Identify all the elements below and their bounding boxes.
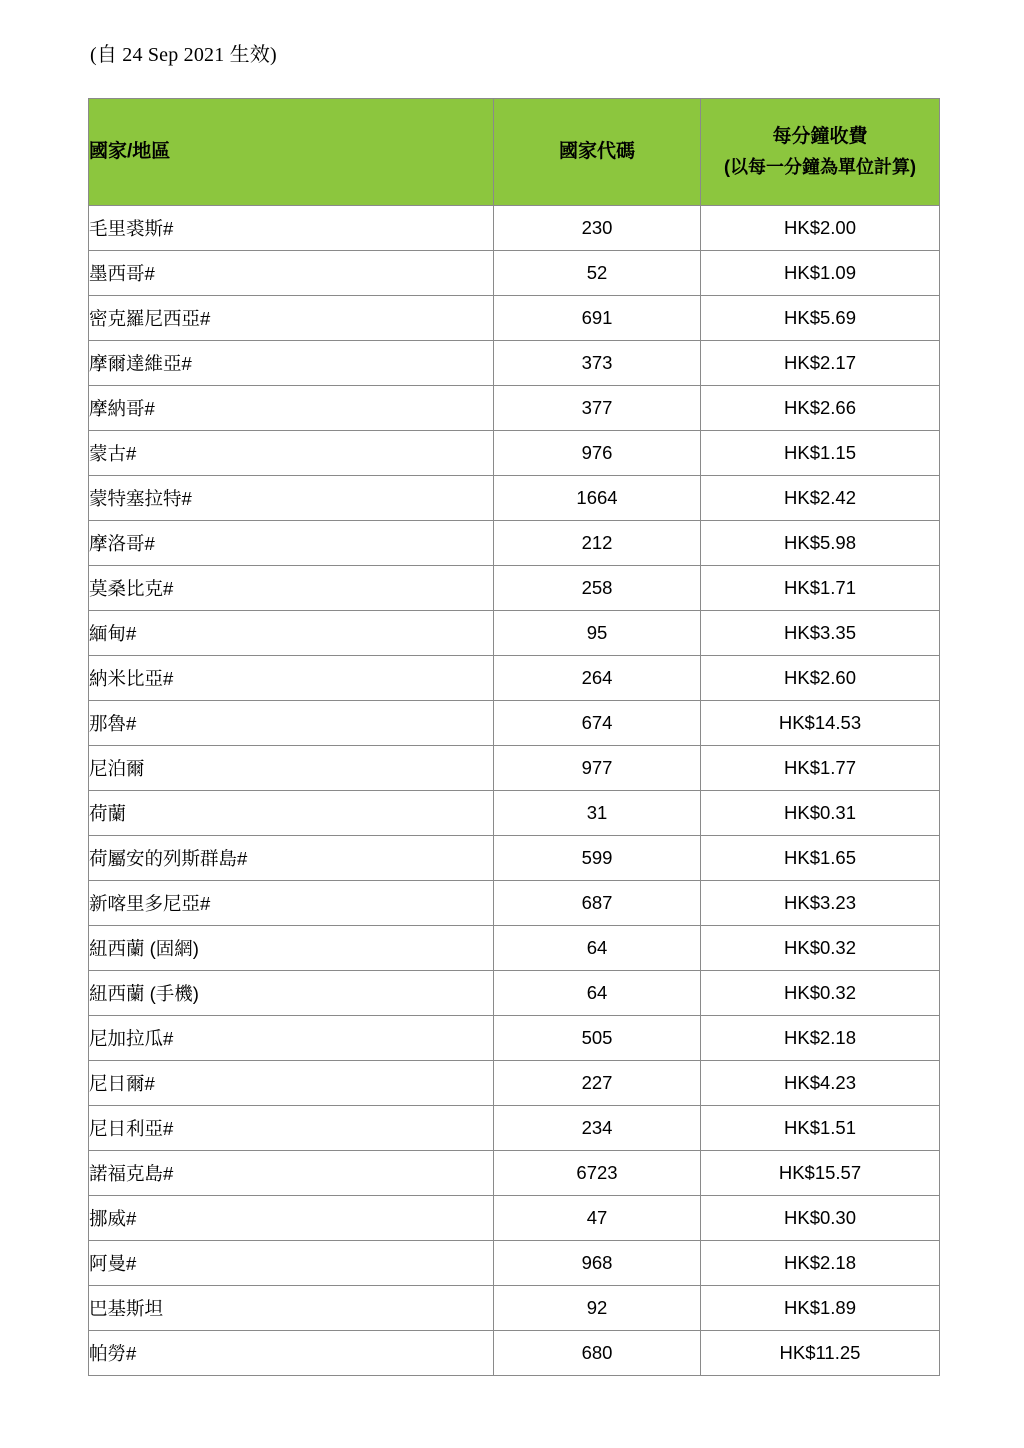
cell-country: 紐西蘭 (固網) <box>89 926 494 971</box>
cell-country-code: 92 <box>494 1286 701 1331</box>
effective-date-note: (自 24 Sep 2021 生效) <box>90 44 277 66</box>
table-header-row <box>89 99 940 206</box>
cell-country: 挪威# <box>89 1196 494 1241</box>
table-row <box>89 926 940 971</box>
cell-per-minute-rate: HK$2.18 <box>701 1241 940 1286</box>
cell-country: 莫桑比克# <box>89 566 494 611</box>
column-header-country-code: 國家代碼 <box>494 99 701 206</box>
cell-per-minute-rate: HK$15.57 <box>701 1151 940 1196</box>
table-row <box>89 521 940 566</box>
cell-country-code: 64 <box>494 971 701 1016</box>
cell-country: 摩納哥# <box>89 386 494 431</box>
cell-country: 毛里裘斯# <box>89 206 494 251</box>
cell-country-code: 212 <box>494 521 701 566</box>
cell-per-minute-rate: HK$1.77 <box>701 746 940 791</box>
table-row <box>89 1016 940 1061</box>
table-row <box>89 476 940 521</box>
cell-country: 帕勞# <box>89 1331 494 1376</box>
cell-per-minute-rate: HK$1.71 <box>701 566 940 611</box>
cell-country-code: 95 <box>494 611 701 656</box>
table-row <box>89 341 940 386</box>
cell-country: 荷蘭 <box>89 791 494 836</box>
cell-per-minute-rate: HK$1.15 <box>701 431 940 476</box>
table-row <box>89 971 940 1016</box>
cell-country-code: 674 <box>494 701 701 746</box>
table-row <box>89 701 940 746</box>
cell-country-code: 264 <box>494 656 701 701</box>
cell-per-minute-rate: HK$5.69 <box>701 296 940 341</box>
rate-header-line2: (以每一分鐘為單位計算) <box>724 157 916 177</box>
cell-country: 諾福克島# <box>89 1151 494 1196</box>
cell-country-code: 31 <box>494 791 701 836</box>
cell-country: 新喀里多尼亞# <box>89 881 494 926</box>
table-row <box>89 1286 940 1331</box>
cell-per-minute-rate: HK$1.65 <box>701 836 940 881</box>
cell-per-minute-rate: HK$1.09 <box>701 251 940 296</box>
cell-country-code: 52 <box>494 251 701 296</box>
cell-per-minute-rate: HK$14.53 <box>701 701 940 746</box>
table-row <box>89 1331 940 1376</box>
cell-country: 尼泊爾 <box>89 746 494 791</box>
column-header-per-minute-rate <box>701 99 940 206</box>
table-row <box>89 1106 940 1151</box>
cell-country: 尼日爾# <box>89 1061 494 1106</box>
cell-country: 尼加拉瓜# <box>89 1016 494 1061</box>
cell-country-code: 47 <box>494 1196 701 1241</box>
cell-per-minute-rate: HK$1.89 <box>701 1286 940 1331</box>
rate-header-line1: 每分鐘收費 <box>772 126 868 147</box>
table-row <box>89 431 940 476</box>
cell-per-minute-rate: HK$0.31 <box>701 791 940 836</box>
cell-country: 蒙古# <box>89 431 494 476</box>
cell-country: 尼日利亞# <box>89 1106 494 1151</box>
cell-country-code: 505 <box>494 1016 701 1061</box>
cell-per-minute-rate: HK$0.30 <box>701 1196 940 1241</box>
column-header-country: 國家/地區 <box>89 99 494 206</box>
table-row <box>89 386 940 431</box>
cell-country-code: 680 <box>494 1331 701 1376</box>
cell-country: 阿曼# <box>89 1241 494 1286</box>
table-row <box>89 296 940 341</box>
cell-country: 緬甸# <box>89 611 494 656</box>
cell-per-minute-rate: HK$2.18 <box>701 1016 940 1061</box>
cell-country-code: 234 <box>494 1106 701 1151</box>
cell-per-minute-rate: HK$2.66 <box>701 386 940 431</box>
table-row <box>89 566 940 611</box>
cell-per-minute-rate: HK$0.32 <box>701 971 940 1016</box>
table-row <box>89 1151 940 1196</box>
table-row <box>89 611 940 656</box>
table-row <box>89 656 940 701</box>
cell-country-code: 1664 <box>494 476 701 521</box>
table-row <box>89 1241 940 1286</box>
cell-country: 摩洛哥# <box>89 521 494 566</box>
cell-country-code: 64 <box>494 926 701 971</box>
table-row <box>89 836 940 881</box>
cell-per-minute-rate: HK$0.32 <box>701 926 940 971</box>
cell-per-minute-rate: HK$2.00 <box>701 206 940 251</box>
cell-country-code: 976 <box>494 431 701 476</box>
cell-country: 那魯# <box>89 701 494 746</box>
cell-country: 紐西蘭 (手機) <box>89 971 494 1016</box>
cell-country-code: 227 <box>494 1061 701 1106</box>
cell-country: 荷屬安的列斯群島# <box>89 836 494 881</box>
cell-per-minute-rate: HK$2.17 <box>701 341 940 386</box>
cell-country-code: 599 <box>494 836 701 881</box>
table-row <box>89 791 940 836</box>
cell-country: 密克羅尼西亞# <box>89 296 494 341</box>
table-row <box>89 1061 940 1106</box>
cell-per-minute-rate: HK$1.51 <box>701 1106 940 1151</box>
cell-per-minute-rate: HK$3.35 <box>701 611 940 656</box>
table-header <box>89 99 940 206</box>
cell-country-code: 687 <box>494 881 701 926</box>
table-body <box>89 206 940 1376</box>
table-row <box>89 1196 940 1241</box>
cell-country: 巴基斯坦 <box>89 1286 494 1331</box>
cell-per-minute-rate: HK$2.42 <box>701 476 940 521</box>
table-row <box>89 251 940 296</box>
cell-per-minute-rate: HK$4.23 <box>701 1061 940 1106</box>
cell-country-code: 977 <box>494 746 701 791</box>
cell-per-minute-rate: HK$5.98 <box>701 521 940 566</box>
cell-per-minute-rate: HK$3.23 <box>701 881 940 926</box>
table-row <box>89 881 940 926</box>
cell-country: 墨西哥# <box>89 251 494 296</box>
international-call-rate-table <box>88 98 940 1376</box>
cell-country: 蒙特塞拉特# <box>89 476 494 521</box>
table-row <box>89 206 940 251</box>
cell-country: 摩爾達維亞# <box>89 341 494 386</box>
cell-per-minute-rate: HK$2.60 <box>701 656 940 701</box>
cell-country-code: 6723 <box>494 1151 701 1196</box>
table-row <box>89 746 940 791</box>
cell-country-code: 258 <box>494 566 701 611</box>
cell-country-code: 373 <box>494 341 701 386</box>
cell-country-code: 377 <box>494 386 701 431</box>
cell-per-minute-rate: HK$11.25 <box>701 1331 940 1376</box>
cell-country-code: 968 <box>494 1241 701 1286</box>
cell-country: 納米比亞# <box>89 656 494 701</box>
cell-country-code: 230 <box>494 206 701 251</box>
cell-country-code: 691 <box>494 296 701 341</box>
